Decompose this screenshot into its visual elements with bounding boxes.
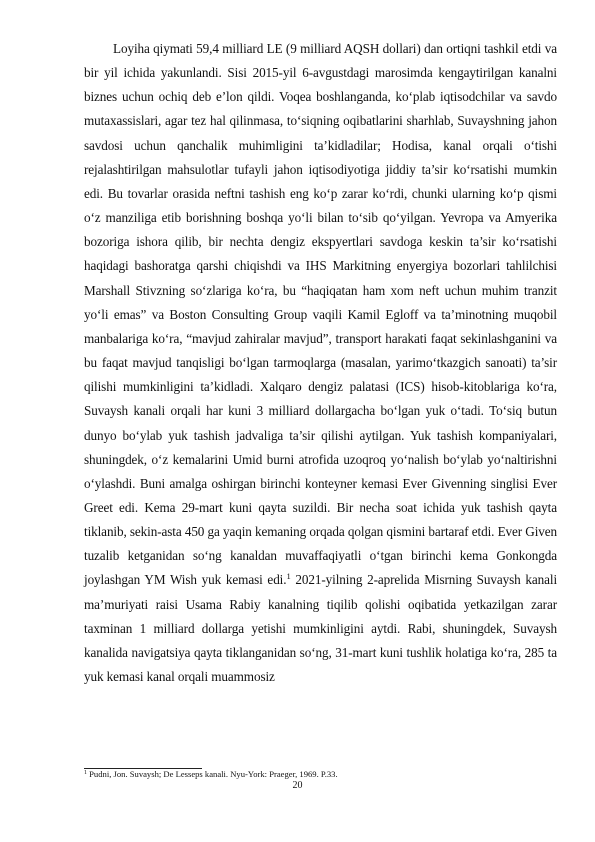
body-text-continued: 2021-yilning 2-aprelida Misrning Suvaysh kanali ma’muriyati raisi Usama Rabiy kanalning tiqilib qolishi oqibatida yetkazilgan zarar taxminan 1 milliard dollarga yetishi mumkinligini aytdi. Rabi, shuningdek, Suvaysh kanalida navigatsiya qayta tiklanganidan so‘ng, 31-mart kuni tushlik holatiga ko‘ra, 285 ta yuk kemasi kanal orqali muammosiz <box>84 572 558 685</box>
footnote-reference[interactable]: 1 <box>286 571 291 582</box>
footnote-text: Pudni, Jon. Suvaysh; De Lesseps kanali. Nyu-York: Praeger, 1969. P.33. <box>87 769 338 779</box>
footnote <box>84 769 557 780</box>
footnote-number: 1 <box>84 770 87 776</box>
page-body <box>84 37 557 689</box>
body-text: Loyiha qiymati 59,4 milliard LE (9 milliard AQSH dollari) dan ortiqni tashkil etdi va bir yil ichida yakunlandi. Sisi 2015-yil 6-avgustdagi marosimda kengaytirilgan kanalni biznes uchun ochiq deb e’lon qildi. Voqea boshlanganda, ko‘plab iqtisodchilar va savdo mutaxassislari, agar tez hal qilinmasa, to‘siqning oqibatlarini sharhlab, Suvayshning jahon savdosi uchun qanchalik muhimligini ta’kidladilar; Hodisa, kanal orqali o‘tishi rejalashtirilgan mahsulotlar tufayli jahon iqtisodiyotiga jiddiy ta’sir ko‘rsatishi mumkin edi. Bu tovarlar orasida neftni tashish eng ko‘p zarar ko‘rdi, chunki ularning ko‘p qismi o‘z manziliga etib borishning boshqa yo‘li bilan to‘sib qo‘yilgan. Yevropa va Amyerika bozoriga ishora qilib, bir nechta dengiz ekspyertlari savdoga keskin ta’sir ko‘rsatishi haqidagi bashoratga qarshi chiqishdi va IHS Markitning enyergiya bozorlari tahlilchisi Marshall Stivzning so‘zlariga ko‘ra, bu “haqiqatan ham xom neft uchun muhim tranzit yo‘li emas” va Boston Consulting Group vaqili Kamil Egloff va ta’minotning muqobil manbalariga ko‘ra, “mavjud zahiralar mavjud”, transport harakati faqat sekinlashganini va bu faqat mavjud tanqisligi bo‘lgan tarmoqlarga (masalan, yarimo‘tkazgich sanoati) ta’sir qilishi mumkinligini ta’kidladi. Xalqaro dengiz palatasi (ICS) hisob-kitoblariga ko‘ra, Suvaysh kanali orqali har kuni 3 milliard dollargacha bo‘lgan yuk o‘tadi. To‘siq butun dunyo bo‘ylab yuk tashish jadvaliga ta’sir qilishi aytilgan. Yuk tashish kompaniyalari, shuningdek, o‘z kemalarini Umid burni atrofida uzoqroq yo‘nalish bo‘ylab yo‘naltirishni o‘ylashdi. Buni amalga oshirgan birinchi konteyner kemasi Ever Givenning singlisi Ever Greet edi. Kema 29-mart kuni qayta suzildi. Bir necha soat ichida yuk tashish qayta tiklanib, sekin-asta 450 ga yaqin kemaning orqada qolgan qismini bartaraf etdi. Ever Given tuzalib ketganidan so‘ng kanaldan muvaffaqiyatli o‘tgan birinchi kema Gonkongda joylashgan YM Wish yuk kemasi edi. <box>84 41 557 588</box>
page-number: 20 <box>292 780 303 791</box>
body-paragraph <box>84 37 557 689</box>
